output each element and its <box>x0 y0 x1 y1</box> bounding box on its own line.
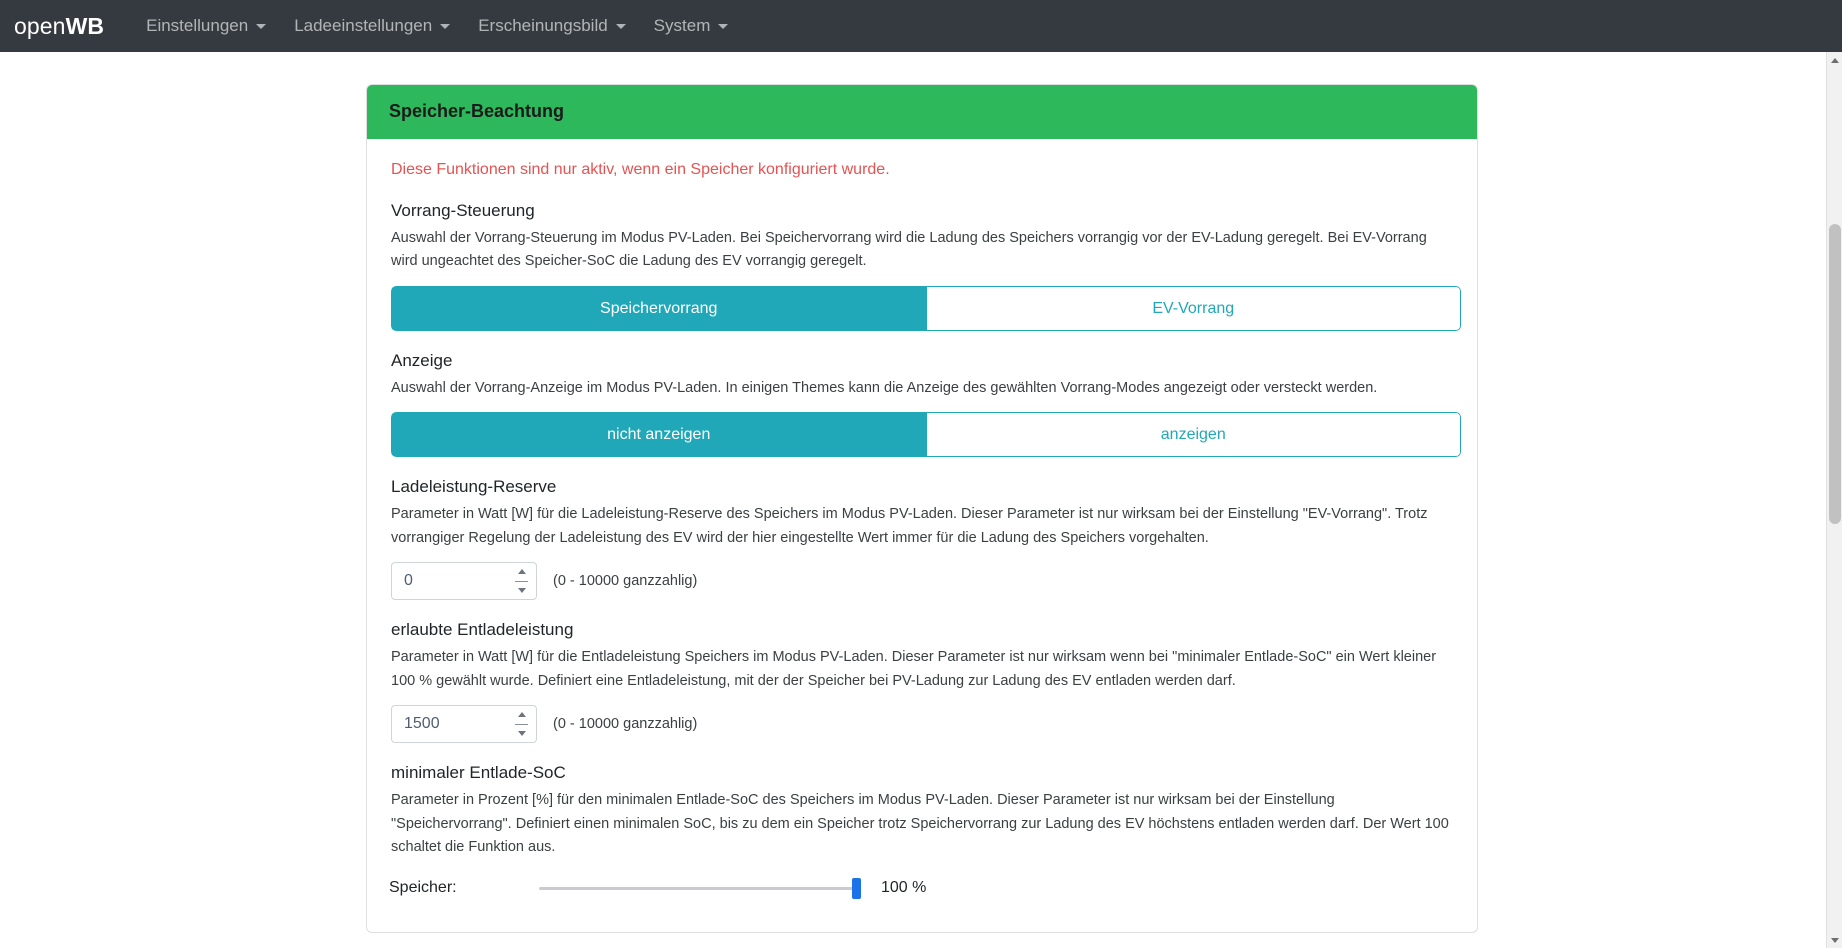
entladeleistung-input-wrap <box>391 705 537 743</box>
entladeleistung-title: erlaubte Entladeleistung <box>391 620 574 640</box>
ladeleistung-reserve-hint: (0 - 10000 ganzzahlig) <box>553 573 698 590</box>
anzeige-title: Anzeige <box>391 350 453 370</box>
nav-item-einstellungen[interactable] <box>132 10 280 42</box>
scroll-up-arrow[interactable] <box>1827 52 1842 68</box>
content-column <box>366 52 1478 948</box>
stepper-divider <box>515 581 528 582</box>
btn-ev-vorrang[interactable]: EV-Vorrang <box>927 286 1462 331</box>
nav-item-erscheinungsbild-label: Erscheinungsbild <box>478 16 608 35</box>
ladeleistung-reserve-desc: Parameter in Watt [W] für die Ladeleistung-Reserve des Speichers im Modus PV-Laden. Dieser Parameter ist nur wirksam bei der Einstellung "EV-Vorrang". Trotz vorrangiger Regelung der Ladeleistung des EV wird der hier eingestellte Wert immer für die Ladung des Speichers vorgehalten. <box>391 506 1428 546</box>
nav-item-einstellungen-label: Einstellungen <box>146 16 249 35</box>
entladeleistung-stepper[interactable] <box>514 712 529 736</box>
chevron-down-icon <box>1831 938 1839 943</box>
entladeleistung-desc: Parameter in Watt [W] für die Entladeleistung Speichers im Modus PV-Laden. Dieser Parameter ist nur wirksam wenn bei "minimaler Entlade-SoC" ein Wert kleiner 100 % gewählt wurde. Definiert eine Entladeleistung, mit der der Speicher bei PV-Ladung zur Ladung des EV entladen werden darf. <box>391 649 1437 689</box>
ladeleistung-reserve-stepper[interactable] <box>514 569 529 593</box>
entlade-soc-slider-label: Speicher: <box>389 878 457 896</box>
ladeleistung-reserve-input[interactable] <box>392 564 500 598</box>
entladeleistung-input[interactable] <box>392 707 500 741</box>
ladeleistung-reserve-input-row <box>391 562 1455 600</box>
card-header-title: Speicher-Beachtung <box>367 85 1477 139</box>
anzeige-desc: Auswahl der Vorrang-Anzeige im Modus PV-Laden. In einigen Themes kann die Anzeige des gewählten Vorrang-Modes angezeigt oder versteckt werden. <box>391 379 1378 396</box>
chevron-down-icon <box>616 24 626 29</box>
chevron-down-icon <box>718 24 728 29</box>
nav-item-ladeeinstellungen[interactable] <box>280 10 464 42</box>
entladeleistung-hint: (0 - 10000 ganzzahlig) <box>553 716 698 733</box>
nav-item-system[interactable] <box>640 10 743 42</box>
entlade-soc-title: minimaler Entlade-SoC <box>391 763 566 783</box>
nav-item-ladeeinstellungen-label: Ladeeinstellungen <box>294 16 433 35</box>
brand-light-text: open <box>14 12 66 39</box>
chevron-down-icon <box>440 24 450 29</box>
stepper-down-icon[interactable] <box>518 731 526 736</box>
slider-thumb[interactable] <box>852 878 861 899</box>
stepper-divider <box>515 724 528 725</box>
chevron-down-icon <box>256 24 266 29</box>
top-navbar <box>0 0 1842 52</box>
entlade-soc-desc: Parameter in Prozent [%] für den minimalen Entlade-SoC des Speichers im Modus PV-Laden. Dieser Parameter ist nur wirksam bei der Einstellung "Speichervorrang". Definiert einen minimalen SoC, bis zu dem ein Speicher trotz Speichervorrang zur Ladung des EV höchstens entladen werden darf. Der Wert 100 schaltet die Funktion aus. <box>391 792 1449 856</box>
nav-item-erscheinungsbild[interactable] <box>464 10 639 42</box>
chevron-up-icon <box>1831 58 1839 63</box>
slider-track <box>539 887 861 890</box>
entlade-soc-slider-row <box>389 874 1455 902</box>
ladeleistung-reserve-title: Ladeleistung-Reserve <box>391 477 557 497</box>
entladeleistung-input-row <box>391 705 1455 743</box>
scrollbar-thumb[interactable] <box>1829 224 1841 524</box>
entlade-soc-value: 100 % <box>881 878 927 896</box>
btn-speichervorrang[interactable]: Speichervorrang <box>391 286 927 331</box>
page-scroll-area <box>0 52 1842 948</box>
vertical-scrollbar[interactable] <box>1826 52 1842 948</box>
stepper-up-icon[interactable] <box>518 712 526 717</box>
nav-item-system-label: System <box>653 16 711 35</box>
card-body <box>367 139 1477 932</box>
scroll-down-arrow[interactable] <box>1827 932 1842 948</box>
brand-bold-text: WB <box>65 12 105 39</box>
stepper-up-icon[interactable] <box>518 569 526 574</box>
btn-nicht-anzeigen[interactable]: nicht anzeigen <box>391 412 927 457</box>
vorrang-steuerung-desc: Auswahl der Vorrang-Steuerung im Modus PV-Laden. Bei Speichervorrang wird die Ladung des Speichers vorrangig vor der EV-Ladung geregelt. Bei EV-Vorrang wird ungeachtet des Speicher-SoC die Ladung des EV vorrangig geregelt. <box>391 229 1427 270</box>
anzeige-button-group <box>391 412 1461 457</box>
btn-anzeigen[interactable]: anzeigen <box>927 412 1462 457</box>
vorrang-steuerung-title: Vorrang-Steuerung <box>391 200 535 220</box>
stepper-down-icon[interactable] <box>518 588 526 593</box>
brand-logo[interactable] <box>14 13 104 40</box>
entlade-soc-slider[interactable] <box>539 874 861 902</box>
ladeleistung-reserve-input-wrap <box>391 562 537 600</box>
vorrang-steuerung-button-group <box>391 286 1461 331</box>
warning-message: Diese Funktionen sind nur aktiv, wenn ein Speicher konfiguriert wurde. <box>391 160 890 178</box>
speicher-beachtung-card <box>366 84 1478 933</box>
